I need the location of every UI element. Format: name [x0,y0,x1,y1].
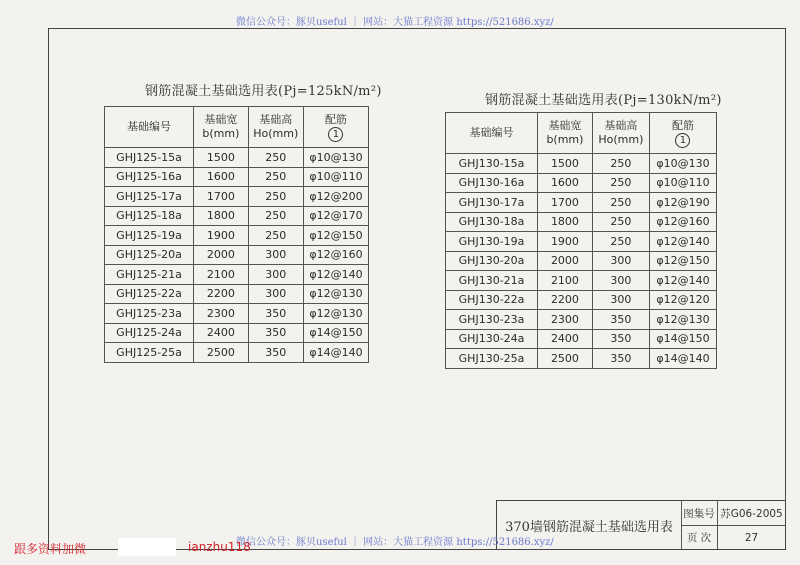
cell-id: GHJ125-25a [105,343,194,363]
cell-height: 250 [248,167,303,187]
circled-number: 1 [675,133,690,148]
cell-id: GHJ125-21a [105,265,194,285]
table-row [446,232,717,252]
cell-width: 2000 [538,251,593,271]
cell-rebar: φ10@110 [649,173,716,193]
cell-height: 300 [248,265,303,285]
table1-title: 钢筋混凝土基础选用表(Pj=125kN/m²) [145,84,382,99]
redaction-box [118,538,176,556]
table2-header-row [446,113,717,154]
cell-id: GHJ125-22a [105,284,194,304]
cell-width: 1600 [538,173,593,193]
page-number: 27 [744,531,759,544]
header-id: 基础编号 [446,113,538,154]
cell-id: GHJ130-24a [446,329,538,349]
cell-height: 300 [248,245,303,265]
cell-id: GHJ125-19a [105,226,194,246]
table-row [105,226,369,246]
cell-height: 350 [248,304,303,324]
header-width: 基础宽 b(mm) [194,107,249,148]
table-row [446,329,717,349]
cell-rebar: φ12@170 [303,206,368,226]
cell-width: 2100 [194,265,249,285]
cell-id: GHJ130-23a [446,310,538,330]
table-row [105,284,369,304]
cell-rebar: φ12@120 [649,290,716,310]
cell-width: 2400 [538,329,593,349]
cell-id: GHJ125-17a [105,187,194,207]
cell-id: GHJ130-25a [446,349,538,369]
table-row [446,310,717,330]
header-rebar: 配筋 1 [303,107,368,148]
cell-height: 350 [592,349,649,369]
cell-width: 2300 [194,304,249,324]
cell-height: 250 [248,206,303,226]
cell-rebar: φ12@130 [303,304,368,324]
cell-height: 250 [592,193,649,213]
header-rebar: 配筋 1 [649,113,716,154]
cell-rebar: φ10@130 [303,148,368,168]
cell-rebar: φ14@140 [303,343,368,363]
cell-width: 2100 [538,271,593,291]
cell-rebar: φ12@140 [303,265,368,285]
cell-rebar: φ14@150 [303,323,368,343]
cell-id: GHJ130-17a [446,193,538,213]
watermark-top: 微信公众号：豚贝useful ｜ 网站：大猫工程资源 https://521686.xyz/ [236,17,554,28]
cell-height: 250 [248,226,303,246]
cell-height: 350 [592,310,649,330]
drawing-title: 370墙钢筋混凝土基础选用表 [497,501,682,549]
cell-rebar: φ10@130 [649,154,716,174]
cell-width: 2000 [194,245,249,265]
cell-height: 300 [592,271,649,291]
cell-rebar: φ14@150 [649,329,716,349]
table-row [105,148,369,168]
table-row [446,349,717,369]
header-id: 基础编号 [105,107,194,148]
atlas-number-label: 图集号 [681,501,718,526]
table-row [105,323,369,343]
cell-id: GHJ125-23a [105,304,194,324]
cell-height: 250 [592,154,649,174]
table-row [446,290,717,310]
cell-id: GHJ130-20a [446,251,538,271]
cell-rebar: φ12@140 [649,232,716,252]
cell-height: 250 [592,232,649,252]
cell-width: 1500 [538,154,593,174]
cell-height: 250 [248,148,303,168]
header-height: 基础高 Ho(mm) [592,113,649,154]
table-row [446,251,717,271]
cell-width: 1800 [538,212,593,232]
cell-width: 2500 [194,343,249,363]
cell-width: 2200 [194,284,249,304]
table2 [445,112,717,369]
table-row [446,154,717,174]
table-row [446,193,717,213]
table-row [105,245,369,265]
table-row [105,167,369,187]
cell-rebar: φ12@140 [649,271,716,291]
cell-width: 1900 [538,232,593,252]
table1-header-row [105,107,369,148]
cell-width: 1800 [194,206,249,226]
cell-rebar: φ12@150 [303,226,368,246]
table-row [105,265,369,285]
table-row [446,271,717,291]
cell-id: GHJ130-18a [446,212,538,232]
footer-promo-text: 跟多资料加微 [14,542,87,556]
cell-rebar: φ12@160 [303,245,368,265]
cell-width: 2300 [538,310,593,330]
table-row [446,212,717,232]
cell-height: 250 [592,212,649,232]
header-width: 基础宽 b(mm) [538,113,593,154]
cell-height: 350 [592,329,649,349]
cell-width: 1600 [194,167,249,187]
footer-contact-id: ianzhu118 [188,540,251,554]
cell-height: 250 [248,187,303,207]
cell-id: GHJ130-16a [446,173,538,193]
cell-width: 2400 [194,323,249,343]
table-row [446,173,717,193]
cell-rebar: φ12@130 [303,284,368,304]
table-row [105,304,369,324]
cell-id: GHJ125-20a [105,245,194,265]
cell-width: 2500 [538,349,593,369]
table-row [105,206,369,226]
cell-width: 2200 [538,290,593,310]
table-row [105,343,369,363]
cell-rebar: φ14@140 [649,349,716,369]
cell-width: 1700 [538,193,593,213]
cell-id: GHJ130-21a [446,271,538,291]
cell-height: 300 [592,290,649,310]
cell-width: 1900 [194,226,249,246]
circled-number: 1 [328,127,343,142]
cell-width: 1500 [194,148,249,168]
cell-id: GHJ130-15a [446,154,538,174]
cell-id: GHJ125-15a [105,148,194,168]
cell-rebar: φ12@160 [649,212,716,232]
cell-rebar: φ12@130 [649,310,716,330]
cell-height: 350 [248,343,303,363]
watermark-bottom: 微信公众号：豚贝useful ｜ 网站：大猫工程资源 https://521686.xyz/ [236,537,554,548]
page-label: 页 次 [681,526,718,549]
cell-rebar: φ12@150 [649,251,716,271]
cell-height: 250 [592,173,649,193]
cell-id: GHJ125-16a [105,167,194,187]
cell-id: GHJ125-18a [105,206,194,226]
cell-id: GHJ130-19a [446,232,538,252]
atlas-number-value: 苏G06-2005 [718,501,785,526]
cell-rebar: φ12@190 [649,193,716,213]
cell-rebar: φ10@110 [303,167,368,187]
cell-height: 300 [248,284,303,304]
cell-width: 1700 [194,187,249,207]
cell-id: GHJ130-22a [446,290,538,310]
table1 [104,106,369,363]
cell-id: GHJ125-24a [105,323,194,343]
table2-title: 钢筋混凝土基础选用表(Pj=130kN/m²) [485,93,722,108]
table-row [105,187,369,207]
header-height: 基础高 Ho(mm) [248,107,303,148]
cell-height: 350 [248,323,303,343]
cell-rebar: φ12@200 [303,187,368,207]
cell-height: 300 [592,251,649,271]
